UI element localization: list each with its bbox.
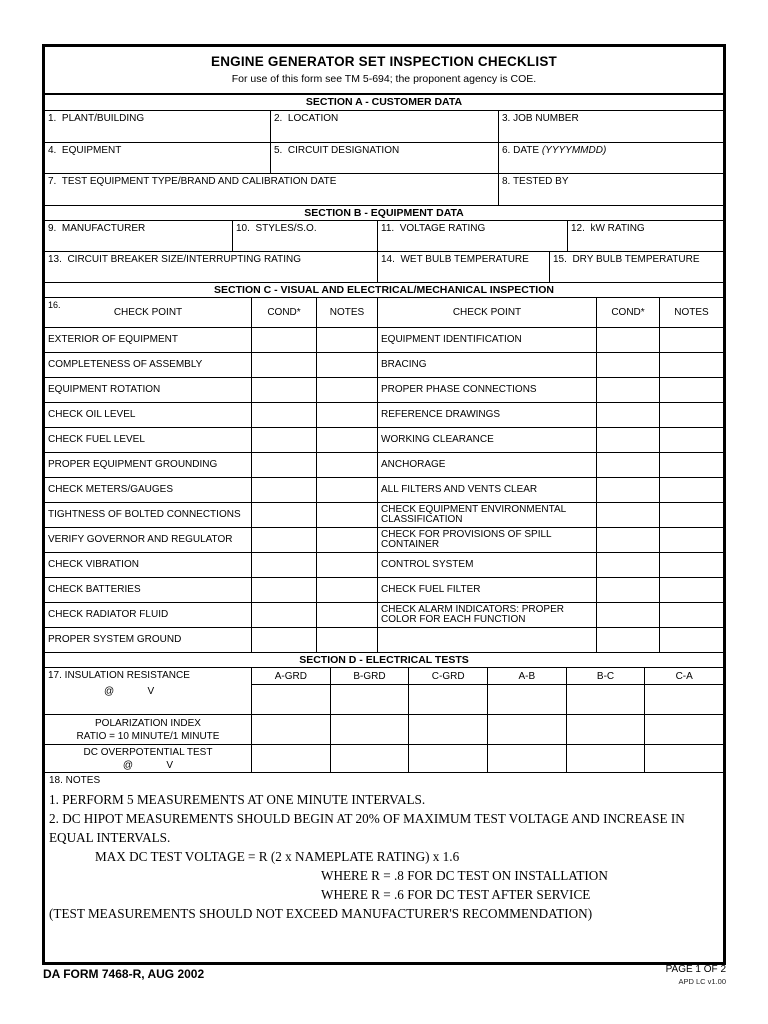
field-date-format-hint: (YYYYMMDD) <box>541 145 607 156</box>
notes-input-cell[interactable] <box>660 453 723 477</box>
note-line-2: 2. DC HIPOT MEASUREMENTS SHOULD BEGIN AT 20% OF MAXIMUM TEST VOLTAGE AND INCREASE IN EQUAL INTERVALS. <box>49 811 685 845</box>
cond-input-cell[interactable] <box>597 478 660 502</box>
col-header-notes-left: NOTES <box>317 298 378 327</box>
checklist-row-10 <box>45 553 723 578</box>
check-point-label: CHECK EQUIPMENT ENVIRONMENTAL CLASSIFICATION <box>378 503 597 527</box>
cond-input-cell[interactable] <box>597 453 660 477</box>
cond-input-cell[interactable] <box>252 553 317 577</box>
cond-input-cell[interactable] <box>252 528 317 552</box>
section-a-row-2 <box>45 143 723 174</box>
notes-input-cell[interactable] <box>660 628 723 652</box>
check-point-label <box>378 628 597 652</box>
cond-input-cell[interactable] <box>597 528 660 552</box>
field-equipment[interactable] <box>45 143 271 173</box>
test-value-cell[interactable] <box>645 745 723 772</box>
check-point-label: BRACING <box>378 353 597 377</box>
field-equipment-label: 4. EQUIPMENT <box>48 145 122 156</box>
check-point-label: PROPER SYSTEM GROUND <box>45 628 252 652</box>
check-point-label: PROPER EQUIPMENT GROUNDING <box>45 453 252 477</box>
check-point-label: CHECK METERS/GAUGES <box>45 478 252 502</box>
cond-input-cell[interactable] <box>252 478 317 502</box>
field-location-label: 2. LOCATION <box>274 113 339 124</box>
notes-input-cell[interactable] <box>660 503 723 527</box>
notes-input-cell[interactable] <box>660 478 723 502</box>
form-title-block <box>45 47 723 95</box>
notes-input-cell[interactable] <box>660 578 723 602</box>
form-id: DA FORM 7468-R, AUG 2002 <box>43 967 205 981</box>
dc-overpotential-row <box>45 745 723 773</box>
field-insulation-resistance-label: 17. INSULATION RESISTANCE <box>48 670 190 681</box>
checklist-row-13 <box>45 628 723 653</box>
test-value-cell[interactable] <box>567 745 646 772</box>
col-header-check-point-left <box>45 298 252 327</box>
notes-input-cell[interactable] <box>317 328 378 352</box>
col-header-notes-right: NOTES <box>674 307 709 318</box>
notes-input-cell[interactable] <box>317 553 378 577</box>
test-column-c-grd-label: C-GRD <box>409 668 487 685</box>
form-subtitle: For use of this form see TM 5-694; the proponent agency is COE. <box>231 73 537 85</box>
cond-input-cell[interactable] <box>597 378 660 402</box>
insulation-resistance-row <box>45 668 723 715</box>
notes-input-cell[interactable] <box>660 553 723 577</box>
field-location[interactable] <box>271 111 499 142</box>
field-dry-bulb-temp-label: 15. DRY BULB TEMPERATURE <box>553 254 700 265</box>
test-value-cell[interactable] <box>409 745 488 772</box>
notes-input-cell[interactable] <box>660 378 723 402</box>
check-point-label: CONTROL SYSTEM <box>378 553 597 577</box>
notes-input-cell[interactable] <box>660 353 723 377</box>
cond-input-cell[interactable] <box>252 403 317 427</box>
checklist-row-3 <box>45 378 723 403</box>
check-point-label: ANCHORAGE <box>378 453 597 477</box>
cond-input-cell[interactable] <box>252 628 317 652</box>
notes-input-cell[interactable] <box>317 353 378 377</box>
cond-input-cell[interactable] <box>597 553 660 577</box>
field-date-label: 6. DATE <box>502 145 542 156</box>
test-column-c-grd <box>409 668 488 714</box>
notes-input-cell[interactable] <box>317 603 378 627</box>
test-column-c-a-label: C-A <box>645 668 723 685</box>
test-value-cell[interactable] <box>409 715 488 744</box>
test-value-cell[interactable] <box>567 685 645 714</box>
check-point-label: CHECK RADIATOR FLUID <box>45 603 252 627</box>
check-point-label: ALL FILTERS AND VENTS CLEAR <box>378 478 597 502</box>
checklist-row-5 <box>45 428 723 453</box>
section-a-row-1 <box>45 111 723 143</box>
check-point-label: CHECK BATTERIES <box>45 578 252 602</box>
item-16-number: 16. <box>48 300 61 310</box>
field-manufacturer-label: 9. MANUFACTURER <box>48 223 146 234</box>
field-wet-bulb-temp-label: 14. WET BULB TEMPERATURE <box>381 254 529 265</box>
checklist-row-2 <box>45 353 723 378</box>
note-line-6: (TEST MEASUREMENTS SHOULD NOT EXCEED MANUFACTURER'S RECOMMENDATION) <box>49 906 593 921</box>
check-point-label: VERIFY GOVERNOR AND REGULATOR <box>45 528 252 552</box>
test-column-b-grd <box>331 668 410 714</box>
test-column-c-a <box>645 668 723 714</box>
check-point-label: CHECK VIBRATION <box>45 553 252 577</box>
field-plant-building-label: 1. PLANT/BUILDING <box>48 113 145 124</box>
field-circuit-breaker-label: 13. CIRCUIT BREAKER SIZE/INTERRUPTING RATING <box>48 254 301 265</box>
polarization-index-line1: POLARIZATION INDEX <box>95 717 201 729</box>
field-test-equipment[interactable] <box>45 174 499 205</box>
cond-input-cell[interactable] <box>252 503 317 527</box>
notes-input-cell[interactable] <box>660 328 723 352</box>
notes-input-cell[interactable] <box>317 578 378 602</box>
test-columns <box>252 668 723 714</box>
field-voltage-rating[interactable] <box>378 221 568 251</box>
test-value-cell[interactable] <box>252 745 331 772</box>
notes-input-cell[interactable] <box>317 478 378 502</box>
checklist-row-9 <box>45 528 723 553</box>
cond-input-cell[interactable] <box>597 328 660 352</box>
section-c-header: SECTION C - VISUAL AND ELECTRICAL/MECHANICAL INSPECTION <box>45 282 723 298</box>
cond-input-cell[interactable] <box>597 628 660 652</box>
cond-input-cell[interactable] <box>597 353 660 377</box>
field-styles-so-label: 10. STYLES/S.O. <box>236 223 317 234</box>
field-job-number[interactable] <box>499 111 723 142</box>
test-column-b-grd-label: B-GRD <box>331 668 409 685</box>
cond-input-cell[interactable] <box>597 578 660 602</box>
test-column-a-b-label: A-B <box>488 668 566 685</box>
cond-input-cell[interactable] <box>597 428 660 452</box>
test-column-b-c-label: B-C <box>567 668 645 685</box>
check-point-label: CHECK FOR PROVISIONS OF SPILL CONTAINER <box>378 528 597 552</box>
field-circuit-breaker[interactable] <box>45 252 378 282</box>
section-b-row-2 <box>45 252 723 283</box>
test-value-cell[interactable] <box>409 685 487 714</box>
checklist-row-11 <box>45 578 723 603</box>
section-b-row-1 <box>45 221 723 252</box>
test-value-cell[interactable] <box>252 685 330 714</box>
field-insulation-resistance <box>45 668 252 714</box>
note-line-5: WHERE R = .6 FOR DC TEST AFTER SERVICE <box>321 887 591 902</box>
field-circuit-designation-label: 5. CIRCUIT DESIGNATION <box>274 145 400 156</box>
check-point-label: PROPER PHASE CONNECTIONS <box>378 378 597 402</box>
page-indicator: PAGE 1 OF 2 <box>665 964 726 975</box>
check-point-label: CHECK OIL LEVEL <box>45 403 252 427</box>
check-point-label: CHECK ALARM INDICATORS: PROPER COLOR FOR EACH FUNCTION <box>378 603 597 627</box>
section-b-header: SECTION B - EQUIPMENT DATA <box>45 205 723 221</box>
check-point-label: CHECK FUEL LEVEL <box>45 428 252 452</box>
checklist-row-12 <box>45 603 723 628</box>
dc-overpotential-line1: DC OVERPOTENTIAL TEST <box>83 746 213 758</box>
check-point-label: EQUIPMENT ROTATION <box>45 378 252 402</box>
dc-overpotential-at-voltage[interactable]: @ V <box>122 759 174 771</box>
notes-section[interactable] <box>45 773 723 962</box>
cond-input-cell[interactable] <box>252 378 317 402</box>
notes-input-cell[interactable] <box>317 378 378 402</box>
cond-input-cell[interactable] <box>252 453 317 477</box>
field-date[interactable] <box>499 143 723 173</box>
notes-input-cell[interactable] <box>317 628 378 652</box>
field-wet-bulb-temp[interactable] <box>378 252 550 282</box>
notes-input-cell[interactable] <box>317 403 378 427</box>
test-value-cell[interactable] <box>488 715 567 744</box>
section-a-row-3 <box>45 174 723 206</box>
check-point-label: EXTERIOR OF EQUIPMENT <box>45 328 252 352</box>
notes-body <box>49 790 719 923</box>
col-header-check-point-right: CHECK POINT <box>378 298 597 327</box>
field-test-equipment-label: 7. TEST EQUIPMENT TYPE/BRAND AND CALIBRATION DATE <box>48 176 337 187</box>
check-point-label: REFERENCE DRAWINGS <box>378 403 597 427</box>
polarization-index-line2: RATIO = 10 MINUTE/1 MINUTE <box>76 730 220 742</box>
col-header-cond-left: COND* <box>252 298 317 327</box>
col-header-cond-right: COND* <box>597 298 660 327</box>
polarization-value-cells <box>252 715 723 744</box>
version-label: APD LC v1.00 <box>678 977 726 986</box>
cond-input-cell[interactable] <box>252 603 317 627</box>
test-column-a-b <box>488 668 567 714</box>
field-plant-building[interactable] <box>45 111 271 142</box>
cond-input-cell[interactable] <box>252 328 317 352</box>
inspection-checklist-form <box>42 44 726 965</box>
cond-input-cell[interactable] <box>597 403 660 427</box>
cond-input-cell[interactable] <box>597 603 660 627</box>
checklist-row-8 <box>45 503 723 528</box>
test-value-cell[interactable] <box>331 715 410 744</box>
notes-input-cell[interactable] <box>660 403 723 427</box>
field-circuit-designation[interactable] <box>271 143 499 173</box>
notes-label: 18. NOTES <box>49 775 101 786</box>
field-kw-rating-label: 12. kW RATING <box>571 223 645 234</box>
note-line-1: 1. PERFORM 5 MEASUREMENTS AT ONE MINUTE INTERVALS. <box>49 792 426 807</box>
check-point-label: TIGHTNESS OF BOLTED CONNECTIONS <box>45 503 252 527</box>
field-tested-by[interactable] <box>499 174 723 205</box>
polarization-index-row <box>45 715 723 745</box>
check-point-label: EQUIPMENT IDENTIFICATION <box>378 328 597 352</box>
field-dry-bulb-temp[interactable] <box>550 252 723 282</box>
field-job-number-label: 3. JOB NUMBER <box>502 113 579 124</box>
field-styles-so[interactable] <box>233 221 378 251</box>
cond-input-cell[interactable] <box>597 503 660 527</box>
test-value-cell[interactable] <box>645 715 723 744</box>
checklist-row-7 <box>45 478 723 503</box>
checklist-row-6 <box>45 453 723 478</box>
notes-input-cell[interactable] <box>660 428 723 452</box>
test-column-a-grd-label: A-GRD <box>252 668 330 685</box>
checklist-row-1 <box>45 328 723 353</box>
check-point-label: WORKING CLEARANCE <box>378 428 597 452</box>
section-a-header: SECTION A - CUSTOMER DATA <box>45 95 723 111</box>
checklist-column-headers <box>45 298 723 328</box>
overpotential-value-cells <box>252 745 723 772</box>
dc-overpotential-label <box>45 745 252 772</box>
checklist-row-4 <box>45 403 723 428</box>
insulation-at-voltage[interactable]: @ V <box>104 686 155 697</box>
notes-input-cell[interactable] <box>317 428 378 452</box>
cond-input-cell[interactable] <box>252 428 317 452</box>
notes-input-cell[interactable] <box>660 603 723 627</box>
test-value-cell[interactable] <box>252 715 331 744</box>
field-manufacturer[interactable] <box>45 221 233 251</box>
note-line-4: WHERE R = .8 FOR DC TEST ON INSTALLATION <box>321 868 608 883</box>
polarization-index-label <box>45 715 252 744</box>
test-value-cell[interactable] <box>567 715 646 744</box>
check-point-label: COMPLETENESS OF ASSEMBLY <box>45 353 252 377</box>
notes-input-cell[interactable] <box>317 528 378 552</box>
notes-input-cell[interactable] <box>660 528 723 552</box>
field-voltage-rating-label: 11. VOLTAGE RATING <box>381 223 486 234</box>
footer-right-block <box>666 964 726 986</box>
test-value-cell[interactable] <box>331 685 409 714</box>
test-value-cell[interactable] <box>645 685 723 714</box>
col-header-check-point-left-label: CHECK POINT <box>113 307 183 318</box>
notes-input-cell[interactable] <box>317 453 378 477</box>
notes-input-cell[interactable] <box>317 503 378 527</box>
test-value-cell[interactable] <box>488 745 567 772</box>
test-column-b-c <box>567 668 646 714</box>
cond-input-cell[interactable] <box>252 353 317 377</box>
section-d-header: SECTION D - ELECTRICAL TESTS <box>45 652 723 668</box>
form-title: ENGINE GENERATOR SET INSPECTION CHECKLIST <box>211 54 557 69</box>
note-line-3: MAX DC TEST VOLTAGE = R (2 x NAMEPLATE RATING) x 1.6 <box>95 849 460 864</box>
check-point-label: CHECK FUEL FILTER <box>378 578 597 602</box>
cond-input-cell[interactable] <box>252 578 317 602</box>
field-kw-rating[interactable] <box>568 221 723 251</box>
test-value-cell[interactable] <box>488 685 566 714</box>
field-tested-by-label: 8. TESTED BY <box>502 176 569 187</box>
test-column-a-grd <box>252 668 331 714</box>
test-value-cell[interactable] <box>331 745 410 772</box>
